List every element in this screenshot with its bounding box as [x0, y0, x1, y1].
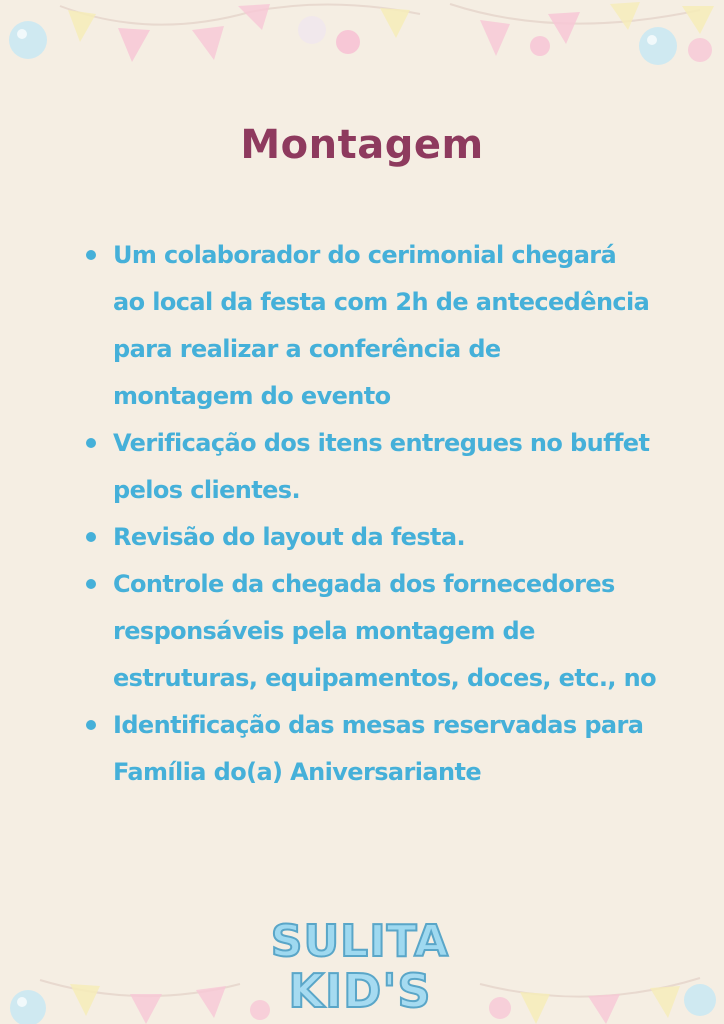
- party-decoration-top: [0, 0, 724, 80]
- bullet-icon: [86, 579, 96, 589]
- logo-text-line-2: KID'S: [288, 964, 432, 1018]
- list-item-text: Um colaborador do cerimonial chegará ao local da festa com 2h de antecedência para realizar a conferência de montagem do evento: [113, 241, 650, 410]
- bullet-icon: [86, 532, 96, 542]
- list-item: [86, 514, 686, 561]
- list-item-text: Verificação dos itens entregues no buffet pelos clientes.: [113, 429, 650, 504]
- list-item-text: Identificação das mesas reservadas para Família do(a) Aniversariante: [113, 711, 644, 786]
- bullet-icon: [86, 438, 96, 448]
- list-item-text: Controle da chegada dos fornecedores responsáveis pela montagem de estruturas, equipamentos, doces, etc., no: [113, 570, 657, 692]
- sulita-kids-logo: [250, 912, 470, 1024]
- page-title: Montagem: [240, 122, 484, 168]
- list-item: [86, 420, 686, 514]
- bullet-icon: [86, 720, 96, 730]
- list-item: [86, 702, 686, 796]
- list-item-text: Revisão do layout da festa.: [113, 523, 466, 551]
- task-list: [86, 232, 686, 796]
- list-item: [86, 232, 686, 420]
- logo-text-line-1: SULITA: [270, 916, 450, 967]
- list-item: [86, 561, 686, 702]
- bullet-icon: [86, 250, 96, 260]
